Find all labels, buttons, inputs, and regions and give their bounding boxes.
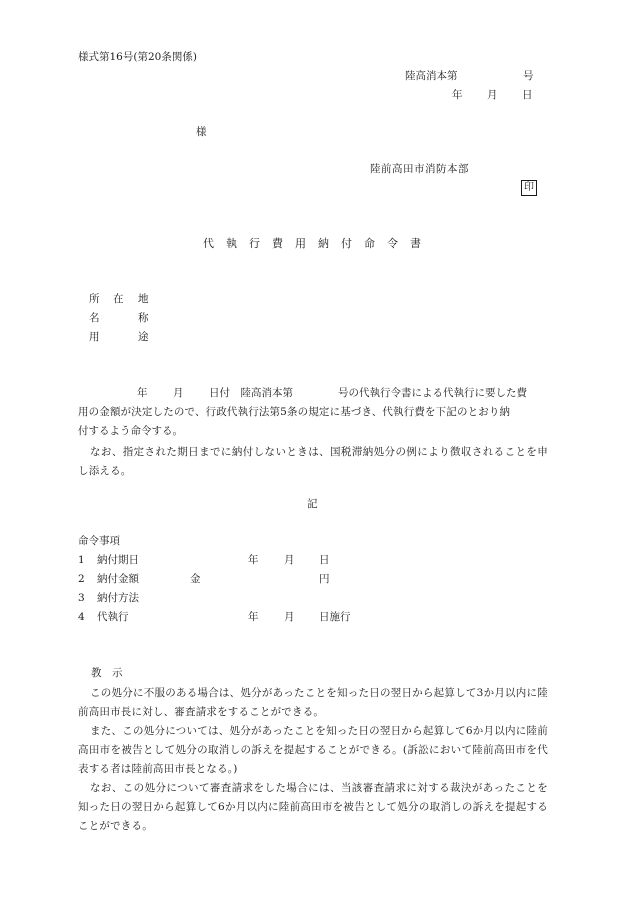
label-char: 称 bbox=[138, 312, 149, 324]
item-label: 納付金額 bbox=[97, 573, 139, 585]
label-char: 用 bbox=[89, 331, 100, 343]
form-label: 様式第16号(第20条関係) bbox=[78, 51, 197, 63]
instruction-paragraph-2: また、この処分については、処分があったことを知った日の翌日から起算して6か月以内に陸前高田市を被告として処分の取消しの訴えを提起することができる。(訴訟において陸前高田市を代表する者は陸前高田市長となる。) bbox=[78, 725, 548, 775]
body-year: 年 bbox=[137, 387, 148, 399]
item-kin: 金 bbox=[190, 573, 201, 585]
issuer-name: 陸前高田市消防本部 bbox=[370, 163, 469, 175]
item-label: 納付方法 bbox=[97, 592, 139, 604]
body-paragraph-2: なお、指定された期日までに納付しないときは、国税滞納処分の例により徴収されることを申し添える。 bbox=[78, 446, 548, 477]
label-char: 地 bbox=[138, 293, 149, 305]
item-year: 年 bbox=[248, 554, 259, 566]
item-day: 日 bbox=[319, 554, 330, 566]
body-line1-rest: 号の代執行令書による代執行に要した費 bbox=[338, 387, 527, 399]
instruction-paragraph-3: なお、この処分について審査請求をした場合には、当該審査請求に対する裁決があったことを知った日の翌日から起算して6か月以内に陸前高田市を被告として処分の取消しの訴えを提起することができる。 bbox=[78, 782, 548, 832]
doc-number-prefix: 陸高消本第 bbox=[405, 70, 458, 82]
title-char: 執 bbox=[226, 237, 237, 250]
body-date-ref: 日付 陸高消本第 bbox=[209, 387, 293, 399]
title-char: 代 bbox=[203, 237, 214, 250]
label-char: 在 bbox=[113, 293, 124, 305]
item-month: 月 bbox=[284, 554, 295, 566]
instruction-paragraph-1: この処分に不服のある場合は、処分があったことを知った日の翌日から起算して3か月以内に陸前高田市長に対し、審査請求をすることができる。 bbox=[78, 687, 548, 718]
label-char: 名 bbox=[89, 312, 100, 324]
item-number: 4 bbox=[78, 611, 85, 623]
body-line2: 用の金額が決定したので、行政代執行法第5条の規定に基づき、代執行費を下記のとおり納 bbox=[78, 406, 511, 418]
addressee-honorific: 様 bbox=[196, 126, 207, 138]
order-heading: 命令事項 bbox=[78, 535, 120, 547]
title-char: 付 bbox=[341, 237, 352, 250]
item-yen: 円 bbox=[319, 573, 330, 585]
item-year: 年 bbox=[248, 611, 259, 623]
date-day: 日 bbox=[522, 89, 533, 101]
item-number: 2 bbox=[78, 573, 85, 585]
item-number: 1 bbox=[78, 554, 85, 566]
body-line3: 付するよう命令する。 bbox=[78, 425, 183, 437]
label-char: 所 bbox=[89, 293, 100, 305]
item-day-execution: 日施行 bbox=[319, 611, 351, 623]
ki-marker: 記 bbox=[307, 498, 318, 510]
title-char: 費 bbox=[272, 237, 283, 250]
item-label: 納付期日 bbox=[97, 554, 139, 566]
date-year: 年 bbox=[452, 89, 463, 101]
title-char: 納 bbox=[318, 237, 329, 250]
item-month: 月 bbox=[284, 611, 295, 623]
date-month: 月 bbox=[487, 89, 498, 101]
doc-number-suffix: 号 bbox=[523, 70, 534, 82]
seal-mark: 印 bbox=[521, 180, 537, 196]
item-number: 3 bbox=[78, 592, 85, 604]
title-char: 書 bbox=[410, 237, 421, 250]
instruction-heading: 教 示 bbox=[91, 667, 123, 679]
title-char: 行 bbox=[249, 237, 260, 250]
item-label: 代執行 bbox=[97, 611, 129, 623]
title-char: 用 bbox=[295, 237, 306, 250]
title-char: 令 bbox=[387, 237, 398, 250]
body-month: 月 bbox=[173, 387, 184, 399]
label-char: 途 bbox=[138, 331, 149, 343]
title-char: 命 bbox=[364, 237, 375, 250]
